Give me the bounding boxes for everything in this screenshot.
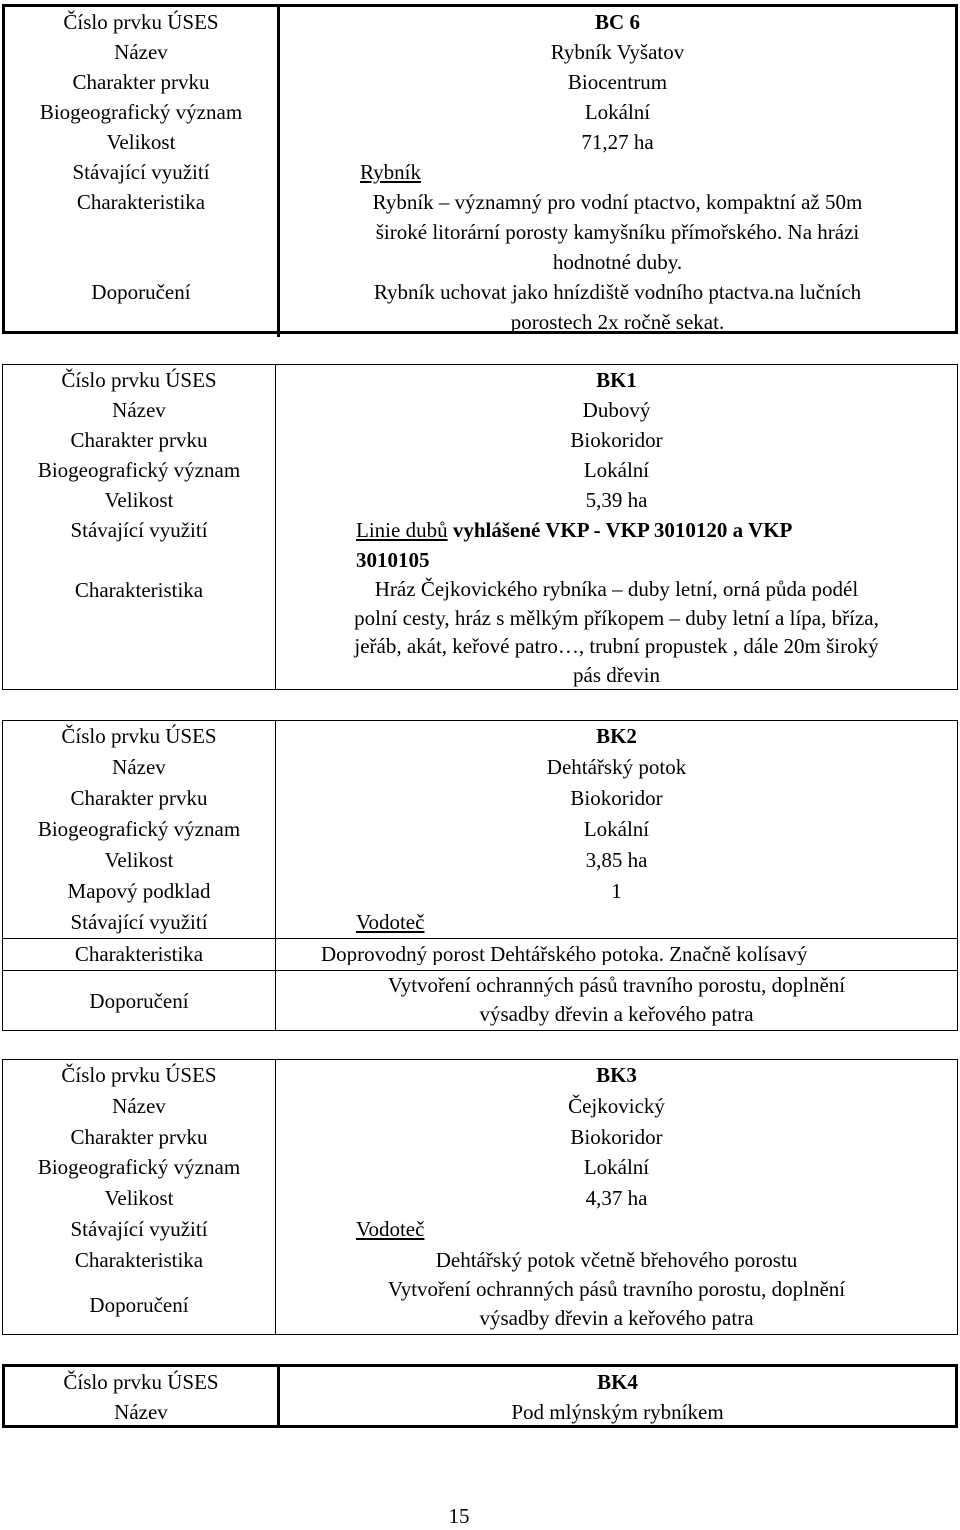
value-charakter: Biokoridor [570,1124,663,1149]
label-charakter: Charakter prvku [3,1122,276,1153]
label-charakteristika: Charakteristika [3,939,276,971]
value-velikost: 71,27 ha [581,130,654,154]
label-velikost: Velikost [5,127,279,157]
label-velikost: Velikost [3,485,276,515]
value-charakteristika: Doprovodný porost Dehtářského potoka. Značně kolísavý [276,939,958,971]
label-nazev: Název [3,395,276,425]
value-nazev: Dehtářský potok [546,755,687,779]
table-bk3 [2,1059,958,1335]
label-doporuceni: Doporučení [5,277,279,337]
label-cislo: Číslo prvku ÚSES [3,1060,276,1091]
label-cislo: Číslo prvku ÚSES [5,7,279,37]
value-velikost: 5,39 ha [585,488,648,512]
label-charakter: Charakter prvku [3,425,276,455]
value-biogeo: Lokální [583,817,650,841]
value-velikost: 4,37 ha [585,1186,648,1211]
value-biogeo: Lokální [584,100,651,124]
value-cislo: BK4 [597,1370,638,1394]
value-cislo: BC 6 [595,10,640,34]
table-bc6 [2,4,958,334]
value-mapovy: 1 [611,879,622,903]
value-doporuceni: Vytvoření ochranných pásů travního porostu, doplnění výsadby dřevin a keřového patra [276,971,958,1030]
value-charakteristika: Rybník – významný pro vodní ptactvo, kompaktní až 50m široké litorární porosty kamyšníku přímořského. Na hrázi hodnotné duby. [372,190,863,274]
label-biogeo: Biogeografický význam [3,814,276,845]
table-bk4 [2,1364,958,1428]
label-charakteristika: Charakteristika [3,575,276,689]
value-charakter: Biokoridor [570,428,663,452]
label-biogeo: Biogeografický význam [5,97,279,127]
value-velikost: 3,85 ha [585,848,648,872]
value-charakter: Biocentrum [567,70,668,94]
label-stavajici: Stávající využití [5,157,279,187]
value-nazev: Čejkovický [568,1093,665,1118]
value-charakteristika: Dehtářský potok včetně břehového porostu [435,1247,798,1272]
value-stavajici: Vodoteč [356,1216,425,1241]
value-doporuceni: Rybník uchovat jako hnízdiště vodního ptactva.na lučních porostech 2x ročně sekat. [373,280,862,334]
value-cislo: BK3 [596,1063,637,1087]
value-biogeo: Lokální [583,458,650,482]
value-biogeo: Lokální [583,1155,650,1180]
label-stavajici: Stávající využití [3,515,276,575]
label-stavajici: Stávající využití [3,907,276,939]
label-cislo: Číslo prvku ÚSES [3,721,276,752]
value-cislo: BK1 [596,368,637,392]
value-stavajici: Linie dubů vyhlášené VKP - VKP 3010120 a VKP 3010105 [356,518,793,572]
label-nazev: Název [3,1091,276,1122]
value-cislo: BK2 [596,724,637,748]
value-doporuceni: Vytvoření ochranných pásů travního porostu, doplnění výsadby dřevin a keřového patra [387,1277,846,1330]
label-nazev: Název [3,752,276,783]
table-bk2 [2,720,958,1031]
label-nazev: Název [5,1397,279,1427]
table-bk1 [2,364,958,690]
value-stavajici: Vodoteč [356,910,425,934]
label-velikost: Velikost [3,1183,276,1214]
value-nazev: Rybník Vyšatov [550,40,685,64]
label-charakteristika: Charakteristika [5,187,279,277]
label-cislo: Číslo prvku ÚSES [3,365,276,395]
label-velikost: Velikost [3,845,276,876]
value-charakteristika: Hráz Čejkovického rybníka – duby letní, orná půda podél polní cesty, hráz s mělkým příkopem – duby letní a lípa, bříza, jeřáb, akát, keřové patro…, trubní propustek , dále 20m široký pás dřevin [354,577,879,687]
label-mapovy: Mapový podklad [3,876,276,907]
value-stavajici: Rybník [360,160,422,184]
value-nazev: Pod mlýnským rybníkem [511,1400,724,1424]
page-number: 15 [448,1504,470,1528]
label-biogeo: Biogeografický význam [3,1152,276,1183]
label-doporuceni: Doporučení [3,1275,276,1334]
label-cislo: Číslo prvku ÚSES [5,1367,279,1397]
label-nazev: Název [5,37,279,67]
label-charakteristika: Charakteristika [3,1245,276,1276]
label-charakter: Charakter prvku [3,783,276,814]
label-charakter: Charakter prvku [5,67,279,97]
label-biogeo: Biogeografický význam [3,455,276,485]
label-doporuceni: Doporučení [3,971,276,1030]
value-charakter: Biokoridor [570,786,663,810]
value-nazev: Dubový [582,398,651,422]
label-stavajici: Stávající využití [3,1214,276,1245]
